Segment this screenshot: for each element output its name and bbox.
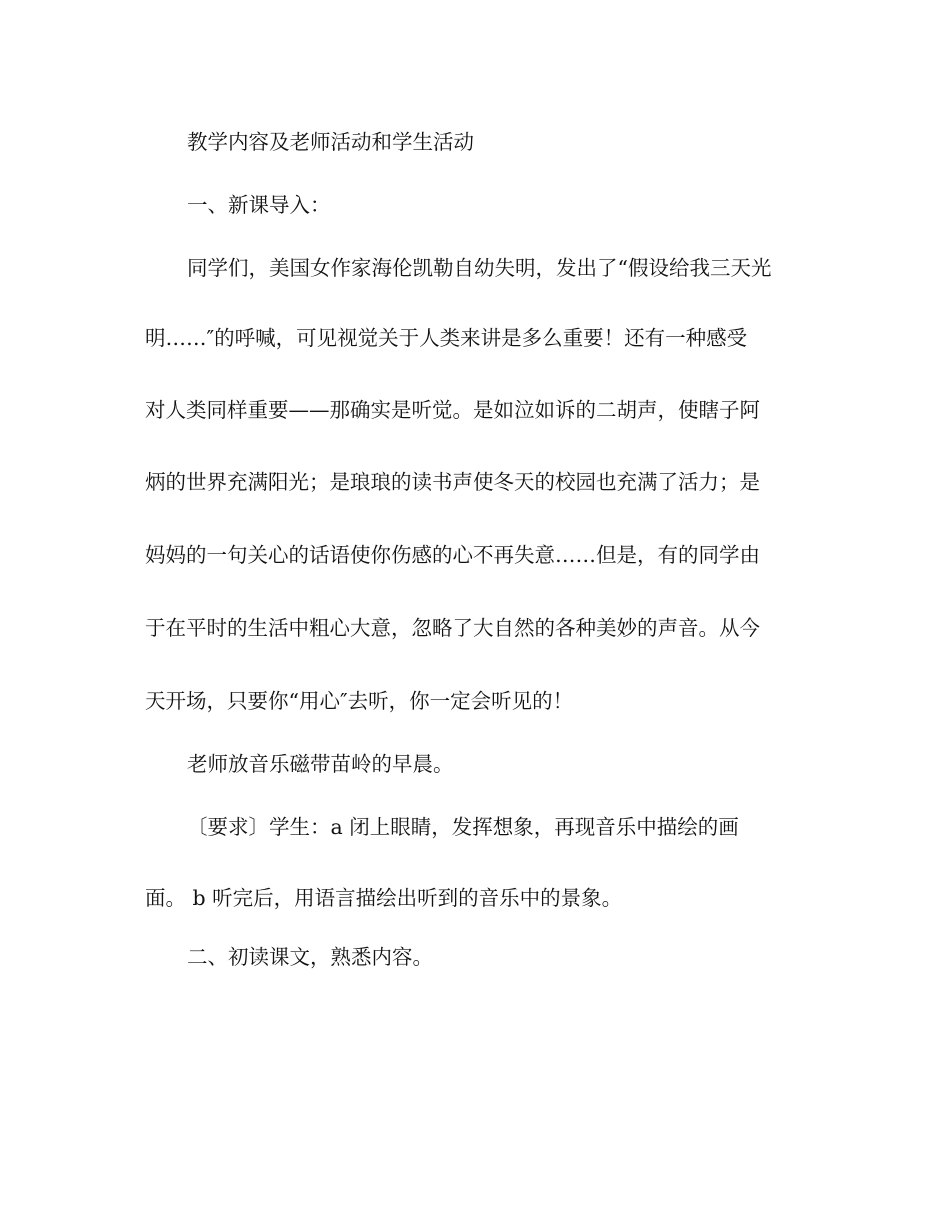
teacher-action-text: 老师放音乐磁带苗岭的早晨。 <box>187 752 454 776</box>
section-title-new-lesson: 一、新课导入： <box>187 193 331 217</box>
section-title-first-reading: 二、初读课文，熟悉内容。 <box>187 945 433 969</box>
requirement-line: 〔要求〕学生：a 闭上眼睛，发挥想象，再现音乐中描绘的画 <box>187 815 739 839</box>
requirement-line: 面。 b 听完后，用语言描绘出听到的音乐中的景象。 <box>145 886 623 910</box>
intro-paragraph-line: 妈妈的一句关心的话语使你伤感的心不再失意……但是，有的同学由 <box>145 543 760 567</box>
intro-paragraph-line: 于在平时的生活中粗心大意，忽略了大自然的各种美妙的声音。从今 <box>145 616 760 640</box>
intro-paragraph-line: 天开场，只要你“用心″去听，你一定会听见的！ <box>145 689 574 713</box>
intro-paragraph-line: 明……″的呼喊，可见视觉关于人类来讲是多么重要！还有一种感受 <box>145 326 748 350</box>
intro-paragraph-line: 同学们，美国女作家海伦凯勒自幼失明，发出了“假设给我三天光 <box>187 256 772 280</box>
intro-paragraph-line: 炳的世界充满阳光；是琅琅的读书声使冬天的校园也充满了活力；是 <box>145 470 760 494</box>
intro-paragraph-line: 对人类同样重要——那确实是听觉。是如泣如诉的二胡声，使瞎子阿 <box>145 398 760 422</box>
document-heading: 教学内容及老师活动和学生活动 <box>187 130 474 154</box>
